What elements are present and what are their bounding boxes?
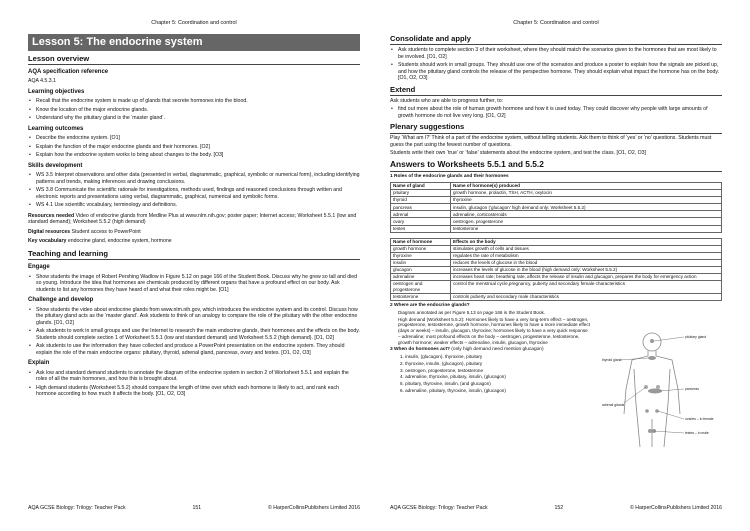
list-item: • Ask low and standard demand students to annotate the diagram of the endocrine system in section 2 of Worksheet 5.5.1 and explain the roles of all the main hormones, and how this is brought about. xyxy=(28,370,360,383)
question-1-label: 1 Roles of the endocrine glands and their hormones xyxy=(390,173,509,179)
engage-heading: Engage xyxy=(28,264,50,271)
challenge-heading: Challenge and develop xyxy=(28,297,94,304)
table-cell: insulin, glucagon (‘glucagon’ high demand only: Worksheet 5.5.2) xyxy=(451,204,722,211)
question-2-label: 2 Where are the endocrine glands? xyxy=(390,302,470,308)
question-3-label: 3 When do hormones act? xyxy=(390,347,450,353)
table-cell: stimulates growth of cells and tissues xyxy=(451,245,722,252)
table-cell: growth hormone xyxy=(391,245,451,252)
question-3-list xyxy=(390,354,590,393)
label-ovaries: ovaries – in female xyxy=(685,416,714,421)
list-item: • WS 3.8 Communicate the scientific rationale for investigations, methods used, findings and reasoned conclusions through written and electronic reports and presentations using verbal, diagrammatic, graphical, numerical and symbolic forms. xyxy=(28,187,360,200)
label-testes: testes – in male xyxy=(685,430,709,435)
outcomes-heading: Learning outcomes xyxy=(28,125,84,132)
list-item: • Students should work in small groups. They should use one of the scenarios and produce a poster to explain how the signals are picked up, and how the pituitary gland controls the release of the perspective hormone. They should explain what impact the hormone has on the body. [O1, O2, O3] xyxy=(390,62,722,82)
table-header-row xyxy=(391,182,722,189)
label-pituitary: pituitary gland xyxy=(685,334,707,339)
vocab-line xyxy=(28,238,360,245)
list-item: • find out more about the role of human growth hormone and how it is used today. They could discover why people with large amounts of growth hormone do not live very long. [O1, O2] xyxy=(390,106,722,119)
page-151 xyxy=(28,0,360,531)
table-cell: adrenal xyxy=(391,211,451,218)
label-thyroid: thyroid gland xyxy=(602,357,622,362)
list-item: • Show students the video about endocrine glands from www.nlm.nih.gov, which introduces the endocrine system and its control. Discuss how the pituitary gland acts as the ‘master gland’. Ask students to think of an analogy to compare the role of the pituitary with the other endocrine glands. [O1, O2] xyxy=(28,307,360,327)
plenary-text-1: Play ‘What am I?’ Think of a part of the endocrine system, without telling students. Ask them to think of ‘yes’ or ‘no’ questions. Students must guess the part using the fewest number of questions. xyxy=(390,135,712,148)
explain-list xyxy=(28,370,360,398)
extend-list xyxy=(390,106,722,119)
table-cell: growth hormone, prolactin, TSH, ACTH, oxytocin xyxy=(451,190,722,197)
table-row xyxy=(391,274,722,281)
table-cell: oestrogen and progesterone xyxy=(391,281,451,294)
table-cell: testosterone xyxy=(391,293,451,300)
page-footer xyxy=(390,505,722,512)
table-cell: thyroxine xyxy=(391,252,451,259)
extend-intro: Ask students who are able to progress further, to: xyxy=(390,97,504,104)
objectives-heading: Learning objectives xyxy=(28,88,85,95)
label-pancreas: pancreas xyxy=(685,386,699,391)
table-cell: adrenaline, corticosteroids xyxy=(451,211,722,218)
extend-heading: Extend xyxy=(390,85,722,96)
vocab-label: Key vocabulary xyxy=(28,238,67,245)
digital-text: Student access to PowerPoint xyxy=(71,228,141,235)
question-2-answer: High demand (Worksheet 5.5.2): Hormones likely to have a very long-term effect – oestrogen, progesterone, testosterone, growth hormone, hormones likely to have a more immediate effect (days or weeks) – insulin, glucagon, thyroxine; hormones likely to have a very quick response – adrenaline; most profound effects on the body – oestrogen, progesterone, testosterone, growth hormone; weaker effects – adrenaline, insulin, glucagon, thyroxine xyxy=(398,316,590,345)
footer-copyright: © HarperCollinsPublishers Limited 2016 xyxy=(267,505,360,511)
list-item: • Recall that the endocrine system is made up of glands that secrete hormones into the blood. xyxy=(28,98,360,105)
question-3-line xyxy=(390,347,590,353)
endocrine-diagram xyxy=(602,329,722,449)
digital-label: Digital resources xyxy=(28,228,71,235)
table-row xyxy=(391,197,722,204)
digital-line xyxy=(28,229,360,236)
question-2-text: Diagram annotated as per Figure 5.13 on page 166 in the Student Book. xyxy=(398,309,546,315)
table-cell: controls puberty and secondary male characteristics xyxy=(451,293,722,300)
table-row xyxy=(391,218,722,225)
table-cell: testosterone xyxy=(451,225,722,232)
table-row xyxy=(391,245,722,252)
table-cell: thyroid xyxy=(391,197,451,204)
spec-ref: AQA 4.5.3.1 xyxy=(28,78,56,85)
running-header: Chapter 5: Coordination and control xyxy=(513,20,599,26)
list-item: • Ask students to use the information they have collected and produce a PowerPoint presentation on the endocrine system. They should explain the role of the main endocrine organs: pituitary, thyroid, adrenal gland, pancreas, ovary and testes. [O1, O2, O3] xyxy=(28,343,360,356)
table-row xyxy=(391,225,722,232)
table-row xyxy=(391,293,722,300)
table-cell: control the menstrual cycle,pregnancy, puberty and secondary female characteristics xyxy=(451,281,722,294)
list-item: • Ask students to work in small groups and use the Internet to research the main endocrine glands, their hormones and the effects on the body. Students should complete section 1 of Worksheet 5.5.1 (low and standard demand) and Worksheet 5.5.2 (high demand). [O1, O2] xyxy=(28,328,360,341)
list-item: • Explain how the endocrine system works to bring about changes to the body. [O3] xyxy=(28,152,360,159)
table-row xyxy=(391,252,722,259)
footer-book-title: AQA GCSE Biology: Trilogy: Teacher Pack xyxy=(28,505,126,511)
page-number: 151 xyxy=(192,505,202,511)
consolidate-list xyxy=(390,47,722,82)
list-item: • Ask students to complete section 3 of their worksheet, where they should match the scenarios given to the hormones that are most likely to be involved. [O1, O2] xyxy=(390,47,722,60)
page-number: 152 xyxy=(554,505,564,511)
answers-text-column xyxy=(390,303,590,394)
table-row xyxy=(391,259,722,266)
list-item: 2. thyroxine, insulin, (glucagon), pituitary xyxy=(400,360,483,366)
question-3-note: (only high demand need mention glucagon) xyxy=(449,347,544,353)
table-cell: pituitary xyxy=(391,190,451,197)
challenge-list xyxy=(28,307,360,357)
list-item: • Know the location of the major endocrine glands. xyxy=(28,107,360,114)
list-item: 6. adrenaline, pituitary, thyroxine, insulin, (glucagon) xyxy=(400,387,506,393)
table-cell: oestrogen, progesterone xyxy=(451,218,722,225)
skills-heading: Skills development xyxy=(28,162,83,169)
list-item: • Explain the function of the major endocrine glands and their hormones. [O2] xyxy=(28,144,360,151)
footer-book-title: AQA GCSE Biology: Trilogy: Teacher Pack xyxy=(390,505,488,511)
list-item: 4. adrenaline, thyroxine, pituitary, insulin, (glucagon) xyxy=(400,374,506,380)
lesson-title: Lesson 5: The endocrine system xyxy=(28,34,360,51)
list-item: • Show students the image of Robert Pershing Wadlow in Figure 5.12 on page 166 of the Student Book. Discuss why he grew so tall and died so young. Introduce the idea that hormones are chemicals produced by different organs that have a profound effect on our body. Ask students to list any hormones they have heard of and what their roles might be. [O1] xyxy=(28,274,360,294)
list-item: • Describe the endocrine system. [O1] xyxy=(28,135,360,142)
table-row xyxy=(391,281,722,294)
table-row xyxy=(391,211,722,218)
consolidate-heading: Consolidate and apply xyxy=(390,34,722,45)
table-cell: increases heart rate; breathing rate, affects the release of insulin and glucagon, prepares the body for emergency action xyxy=(451,274,722,281)
table-cell: reduces the levels of glucose in the blood xyxy=(451,259,722,266)
table-cell: ovary xyxy=(391,218,451,225)
column-header: Name of gland xyxy=(391,182,451,189)
table-cell: regulates the rate of metabolism xyxy=(451,252,722,259)
resources-text: Video of endocrine glands from Medline Plus at www.nlm.nih.gov; poster paper; Internet access; Worksheet 5.5.1 (low and standard demand); Worksheet 5.5.2 (high demand) xyxy=(28,212,357,226)
table-cell: testes xyxy=(391,225,451,232)
list-item: • WS 3.5 Interpret observations and other data (presented in verbal, diagrammatic, graphical, symbolic or numerical form), including identifying patterns and trends, making inferences and drawing conclusions. xyxy=(28,172,360,185)
label-adrenal: adrenal glands xyxy=(602,402,625,407)
skills-list xyxy=(28,172,360,209)
page-footer xyxy=(28,505,360,512)
answers-heading: Answers to Worksheets 5.5.1 and 5.5.2 xyxy=(390,159,722,172)
footer-copyright: © HarperCollinsPublishers Limited 2016 xyxy=(629,505,722,511)
column-header: Name of hormone(s) produced xyxy=(451,182,722,189)
table-cell: pancreas xyxy=(391,204,451,211)
plenary-heading: Plenary suggestions xyxy=(390,122,722,133)
page-152 xyxy=(390,0,722,531)
engage-list xyxy=(28,274,360,294)
spec-heading: AQA specification reference xyxy=(28,69,109,76)
table-row xyxy=(391,266,722,273)
glands-table xyxy=(390,182,722,233)
table-row xyxy=(391,190,722,197)
hormones-table xyxy=(390,238,722,301)
table-row xyxy=(391,204,722,211)
answers-2-3 xyxy=(390,302,722,435)
teaching-heading: Teaching and learning xyxy=(28,249,360,260)
table-cell: glucagon xyxy=(391,266,451,273)
table-cell: adrenaline xyxy=(391,274,451,281)
list-item: 5. pituitary, thyroxine, insulin, (and glucagon) xyxy=(400,381,491,387)
column-header: Name of hormone xyxy=(391,238,451,245)
plenary-text-2: Students write their own ‘true’ or ‘false’ statements about the endocrine system, and test the class. [O1, O2, O3] xyxy=(390,149,646,156)
list-item: 3. oestrogen, progesterone, testosterone xyxy=(400,367,483,373)
table-cell: insulin xyxy=(391,259,451,266)
lesson-overview-heading: Lesson overview xyxy=(28,54,360,65)
explain-heading: Explain xyxy=(28,360,50,367)
table-cell: increases the levels of glucose in the blood (high demand only: Worksheet 5.5.2) xyxy=(451,266,722,273)
column-header: Effects on the body xyxy=(451,238,722,245)
list-item: • High demand students (Worksheet 5.5.2) should compare the length of time over which each hormone is likely to act, and rank each hormone according to how much it affects the body. [O1, O2, O3] xyxy=(28,385,360,398)
resources-line xyxy=(28,213,360,226)
objectives-list xyxy=(28,98,360,122)
list-item: • WS 4.1 Use scientific vocabulary, terminology and definitions. xyxy=(28,202,360,209)
running-header: Chapter 5: Coordination and control xyxy=(151,20,237,26)
vocab-text: endocrine gland, endocrine system, hormone xyxy=(67,238,172,245)
resources-label: Resources needed xyxy=(28,212,75,219)
list-item: 1. insulin, (glucagon), thyroxine, pituitary xyxy=(400,354,483,360)
list-item: • Understand why the pituitary gland is the ‘master gland’. xyxy=(28,115,360,122)
outcomes-list xyxy=(28,135,360,159)
table-cell: thyroxine xyxy=(451,197,722,204)
table-header-row xyxy=(391,238,722,245)
